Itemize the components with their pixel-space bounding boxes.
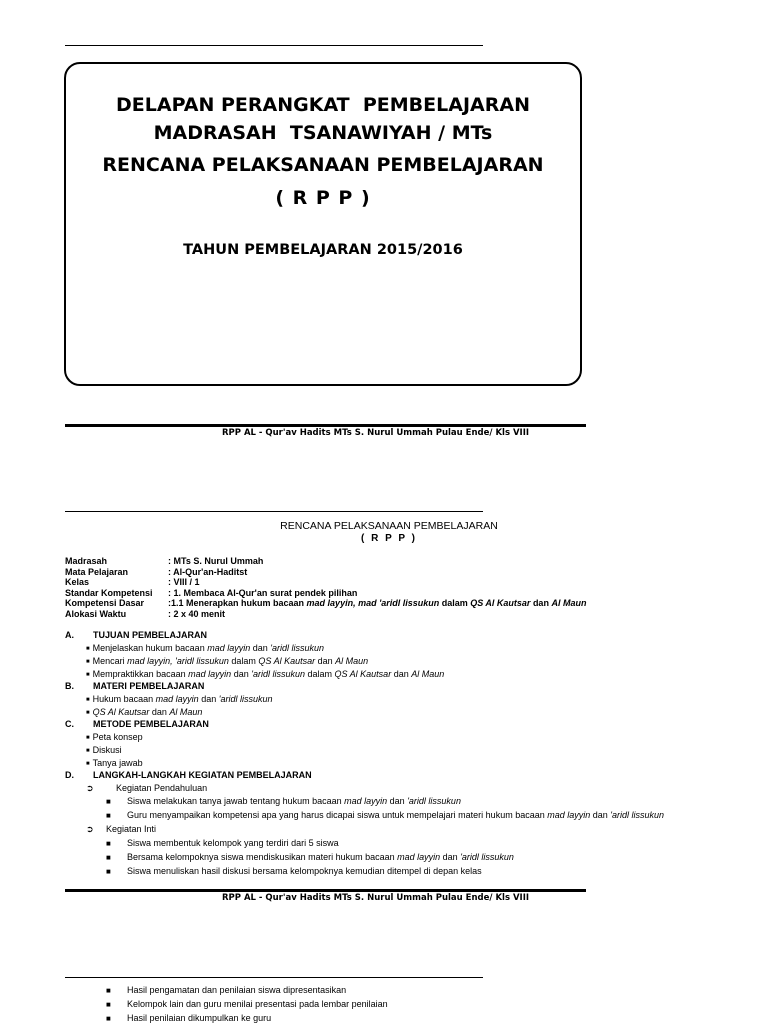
info-alokasi-waktu [65, 609, 225, 620]
info-value: : MTs S. Nurul Ummah [168, 556, 264, 566]
info-value: :1.1 Menerapkan hukum bacaan mad layyin, mad 'aridl lissukun dalam QS Al Kautsar dan Al Maun [168, 598, 587, 608]
list-item: ■ Hasil penilaian dikumpulkan ke guru [106, 1013, 272, 1023]
list-item: ■ Diskusi [86, 745, 122, 755]
page-footer-2: RPP AL - Qur'av Hadits MTs S. Nurul Ummah Pulau Ende/ Kls VIII [222, 893, 530, 903]
list-item: ■ Hukum bacaan mad layyin dan 'aridl lissukun [86, 694, 273, 704]
section-c-heading: C. METODE PEMBELAJARAN [65, 719, 209, 729]
section-b-heading: B. MATERI PEMBELAJARAN [65, 681, 205, 691]
cover-title-line-4: ( R P P ) [275, 187, 371, 209]
info-value: : VIII / 1 [168, 577, 200, 587]
rpp-subtitle: ( R P P ) [361, 533, 417, 544]
list-item: ■ Tanya jawab [86, 758, 143, 768]
arrow-icon: ➲ [86, 824, 94, 834]
list-item: ■ Bersama kelompoknya siswa mendiskusikan materi hukum bacaan mad layyin dan 'aridl lissukun [106, 852, 514, 862]
info-standar-kompetensi [65, 588, 357, 599]
list-item: ■ Mempraktikkan bacaan mad layyin dan 'aridl lissukun dalam QS Al Kautsar dan Al Maun [86, 669, 445, 679]
info-label: Standar Kompetensi [65, 587, 153, 598]
cover-title-line-1: DELAPAN PERANGKAT PEMBELAJARAN [116, 94, 530, 116]
info-label: Kelas [65, 577, 90, 587]
kegiatan-inti: ➲ Kegiatan Inti [86, 824, 157, 834]
info-mata-pelajaran [65, 567, 247, 578]
info-label: Alokasi Waktu [65, 608, 127, 619]
list-item: ■ QS Al Kautsar dan Al Maun [86, 707, 203, 717]
list-item: ■ Menjelaskan hukum bacaan mad layyin dan 'aridl lissukun [86, 643, 325, 653]
list-item: ■ Guru menyampaikan kompetensi apa yang harus dicapai siswa untuk mempelajari materi hukum bacaan mad layyin dan 'aridl lissukun [106, 810, 665, 820]
info-kompetensi-dasar [65, 598, 586, 609]
info-label: Madrasah [65, 556, 108, 566]
cover-box [64, 62, 582, 386]
section-d-heading: D. LANGKAH-LANGKAH KEGIATAN PEMBELAJARAN [65, 770, 312, 780]
cover-year: TAHUN PEMBELAJARAN 2015/2016 [183, 242, 463, 258]
info-label: Kompetensi Dasar [65, 598, 145, 608]
list-item: ■ Siswa membentuk kelompok yang terdiri dari 5 siswa [106, 838, 339, 848]
list-item: ■ Mencari mad layyin, 'aridl lissukun dalam QS Al Kautsar dan Al Maun [86, 656, 369, 666]
list-item: ■ Siswa melakukan tanya jawab tentang hukum bacaan mad layyin dan 'aridl lissukun [106, 796, 461, 806]
page2-top-rule [65, 511, 483, 512]
cover-title-line-2: MADRASAH TSANAWIYAH / MTs [153, 122, 493, 144]
top-rule [65, 45, 483, 46]
page-footer-1: RPP AL - Qur'av Hadits MTs S. Nurul Ummah Pulau Ende/ Kls VIII [222, 428, 530, 438]
cover-title-line-3: RENCANA PELAKSANAAN PEMBELAJARAN [102, 154, 544, 176]
rpp-title: RENCANA PELAKSANAAN PEMBELAJARAN [280, 520, 498, 532]
info-kelas [65, 577, 200, 588]
section-a-heading: A. TUJUAN PEMBELAJARAN [65, 630, 208, 640]
info-value: : 2 x 40 menit [168, 608, 226, 619]
info-madrasah [65, 556, 263, 567]
page3-top-rule [65, 977, 483, 978]
footer-rule-2 [65, 889, 586, 892]
arrow-icon: ➲ [86, 783, 94, 793]
kegiatan-pendahuluan: ➲ Kegiatan Pendahuluan [86, 783, 208, 793]
list-item: ■ Siswa menuliskan hasil diskusi bersama kelompoknya kemudian ditempel di depan kelas [106, 866, 482, 876]
info-value: : Al-Qur'an-Haditst [168, 566, 248, 577]
list-item: ■ Peta konsep [86, 732, 143, 742]
list-item: ■ Hasil pengamatan dan penilaian siswa dipresentasikan [106, 985, 347, 995]
info-label: Mata Pelajaran [65, 566, 129, 577]
info-value: : 1. Membaca Al-Qur'an surat pendek pilihan [168, 587, 358, 598]
footer-rule-1 [65, 424, 586, 427]
list-item: ■ Kelompok lain dan guru menilai presentasi pada lembar penilaian [106, 999, 388, 1009]
